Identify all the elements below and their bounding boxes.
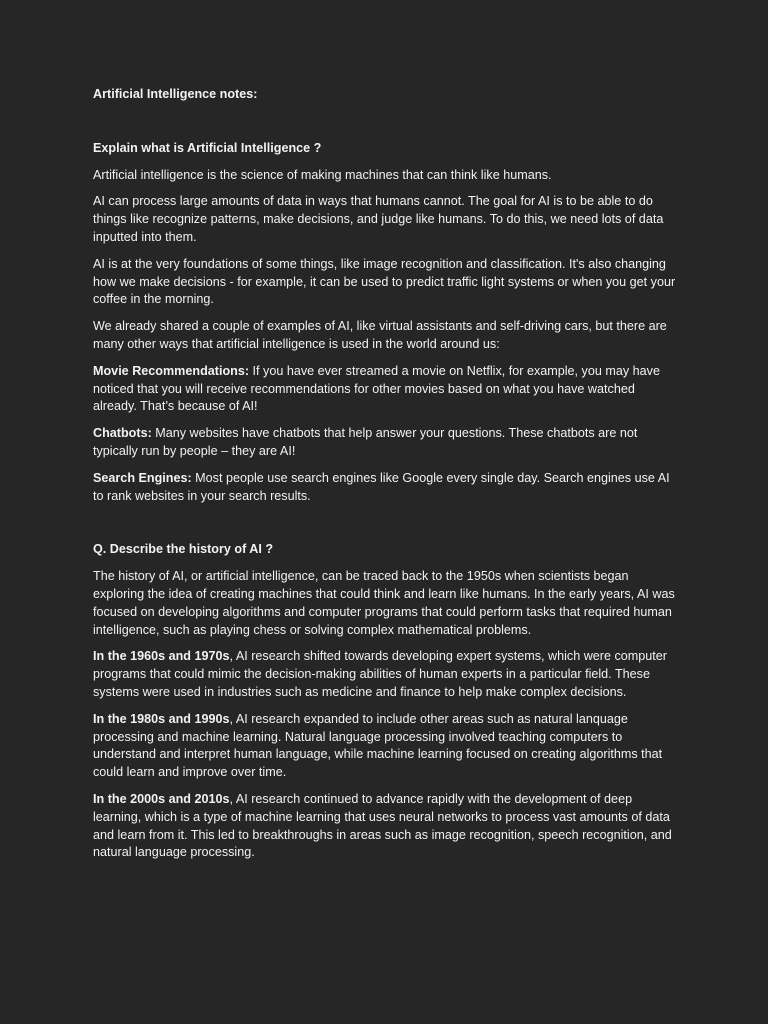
era-label: In the 1960s and 1970s bbox=[93, 649, 230, 664]
example-label: Chatbots: bbox=[93, 426, 152, 441]
paragraph: Artificial intelligence is the science of making machines that can think like humans. bbox=[93, 167, 552, 182]
paragraph: The history of AI, or artificial intelligence, can be traced back to the 1950s when scientists began exploring the idea of creating machines that could think and learn like humans. In the early years, AI was focused on developing algorithms and computer programs that could perform tasks that required human intelligence, such as playing chess or solving complex mathematical problems. bbox=[93, 569, 675, 637]
example-text: Many websites have chatbots that help answer your questions. These chatbots are not typically run by people – they are AI! bbox=[93, 426, 638, 458]
paragraph: AI can process large amounts of data in ways that humans cannot. The goal for AI is to be able to do things like recognize patterns, make decisions, and judge like humans. To do this, we need lots of data inputted into them. bbox=[93, 194, 664, 244]
era-text: , AI research expanded to include other areas such as natural lanquage processing and machine learning. Natural language processing involved teaching computers to understand and interpret human language, while machine learning focused on creating algorithms that could learn and improve over time. bbox=[93, 711, 663, 780]
era-1960s-1970s bbox=[93, 648, 676, 701]
section-spacer bbox=[93, 514, 676, 541]
era-2000s-2010s bbox=[93, 791, 676, 862]
paragraph: AI is at the very foundations of some things, like image recognition and classification. It's also changing how we make decisions - for example, it can be used to predict traffic light systems or when you get your coffee in the morning. bbox=[93, 256, 676, 307]
example-label: Search Engines: bbox=[93, 470, 192, 485]
section-heading-history-of-ai: Q. Describe the history of AI ? bbox=[93, 542, 274, 557]
era-1980s-1990s bbox=[93, 711, 676, 782]
era-label: In the 1980s and 1990s bbox=[93, 711, 230, 726]
section-heading-what-is-ai: Explain what is Artificial Intelligence ? bbox=[93, 140, 322, 155]
example-label: Movie Recommendations: bbox=[93, 363, 250, 378]
example-search-engines bbox=[93, 470, 676, 506]
example-text: Most people use search engines like Google every single day. Search engines use AI to rank websites in your search results. bbox=[93, 470, 670, 503]
example-movie-recommendations bbox=[93, 363, 676, 416]
document-title: Artificial Intelligence notes: bbox=[93, 87, 258, 101]
example-chatbots bbox=[93, 425, 676, 461]
paragraph: We already shared a couple of examples of AI, like virtual assistants and self-driving cars, but there are many other ways that artificial intelligence is used in the world around us: bbox=[93, 319, 667, 351]
era-text: , AI research continued to advance rapidly with the development of deep learning, which is a type of machine learning that uses neural networks to process vast amounts of data and learn from it. This led to breakthroughs in areas such as image recognition, speech recognition, and natural language processing. bbox=[93, 791, 672, 860]
example-text: If you have ever streamed a movie on Netflix, for example, you may have noticed that you will receive recommendations for other movies based on what you have watched already. That’s because of AI! bbox=[93, 363, 660, 414]
era-label: In the 2000s and 2010s bbox=[93, 791, 230, 806]
era-text: , AI research shifted towards developing expert systems, which were computer programs that could mimic the decision-making abilities of human experts in a particular field. These systems were used in industries such as medicine and finance to help make complex decisions. bbox=[93, 649, 668, 699]
